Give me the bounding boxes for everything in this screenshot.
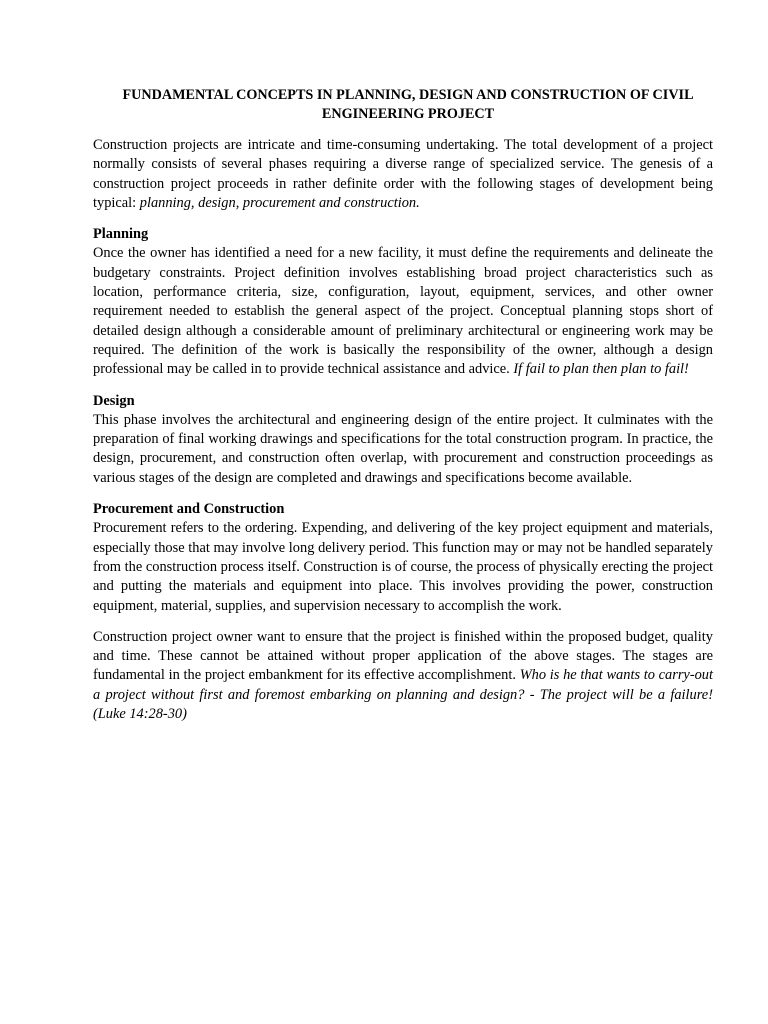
section-emphasis-planning: If fail to plan then plan to fail! bbox=[513, 361, 689, 378]
intro-text: Construction projects are intricate and time-consuming undertaking. The total development of a project normally consists of several phases requiring a diverse range of specialized service. The genesis of a construction project proceeds in rather definite order with the following stages of development being typical: bbox=[93, 137, 713, 211]
section-design bbox=[93, 392, 713, 488]
document-page bbox=[93, 86, 713, 736]
intro-paragraph bbox=[93, 136, 713, 213]
section-procurement bbox=[93, 500, 713, 616]
document-title: FUNDAMENTAL CONCEPTS IN PLANNING, DESIGN AND CONSTRUCTION OF CIVIL ENGINEERING PROJECT bbox=[122, 87, 694, 122]
section-heading-planning: Planning bbox=[93, 226, 149, 243]
section-planning bbox=[93, 225, 713, 379]
section-heading-procurement: Procurement and Construction bbox=[93, 501, 285, 518]
section-text-planning: Once the owner has identified a need for a new facility, it must define the requirements and delineate the budgetary constraints. Project definition involves establishing broad project characteristics such as location, performance criteria, size, configuration, layout, equipment, services, and other owner requirement needed to establish the general aspect of the project. Conceptual planning stops short of detailed design although a considerable amount of preliminary architectural or engineering work may be required. The definition of the work is basically the responsibility of the owner, although a design professional may be called in to provide technical assistance and advice. bbox=[93, 245, 713, 378]
section-heading-design: Design bbox=[93, 392, 135, 409]
conclusion-emphasis: Who is he that wants to carry-out a project without first and foremost embarking on planning and design? - The project will be a failure! (Luke 14:28-30) bbox=[93, 667, 713, 723]
conclusion-text: Construction project owner want to ensure that the project is finished within the proposed budget, quality and time. These cannot be attained without proper application of the above stages. The stages are fundamental in the project embankment for its effective accomplishment. bbox=[93, 628, 713, 684]
conclusion-paragraph bbox=[93, 628, 713, 724]
section-text-procurement: Procurement refers to the ordering. Expending, and delivering of the key project equipment and materials, especially those that may involve long delivery period. This function may or may not be handled separately from the construction process itself. Construction is of course, the process of physically erecting the project and putting the materials and equipment into place. This involves providing the power, construction equipment, material, supplies, and supervision necessary to accomplish the work. bbox=[93, 520, 713, 614]
section-text-design: This phase involves the architectural and engineering design of the entire project. It culminates with the preparation of final working drawings and specifications for the total construction program. In practice, the design, procurement, and construction often overlap, with procurement and construction proceedings as various stages of the design are completed and drawings and specifications become available. bbox=[93, 411, 713, 486]
intro-emphasis: planning, design, procurement and construction. bbox=[139, 194, 420, 211]
